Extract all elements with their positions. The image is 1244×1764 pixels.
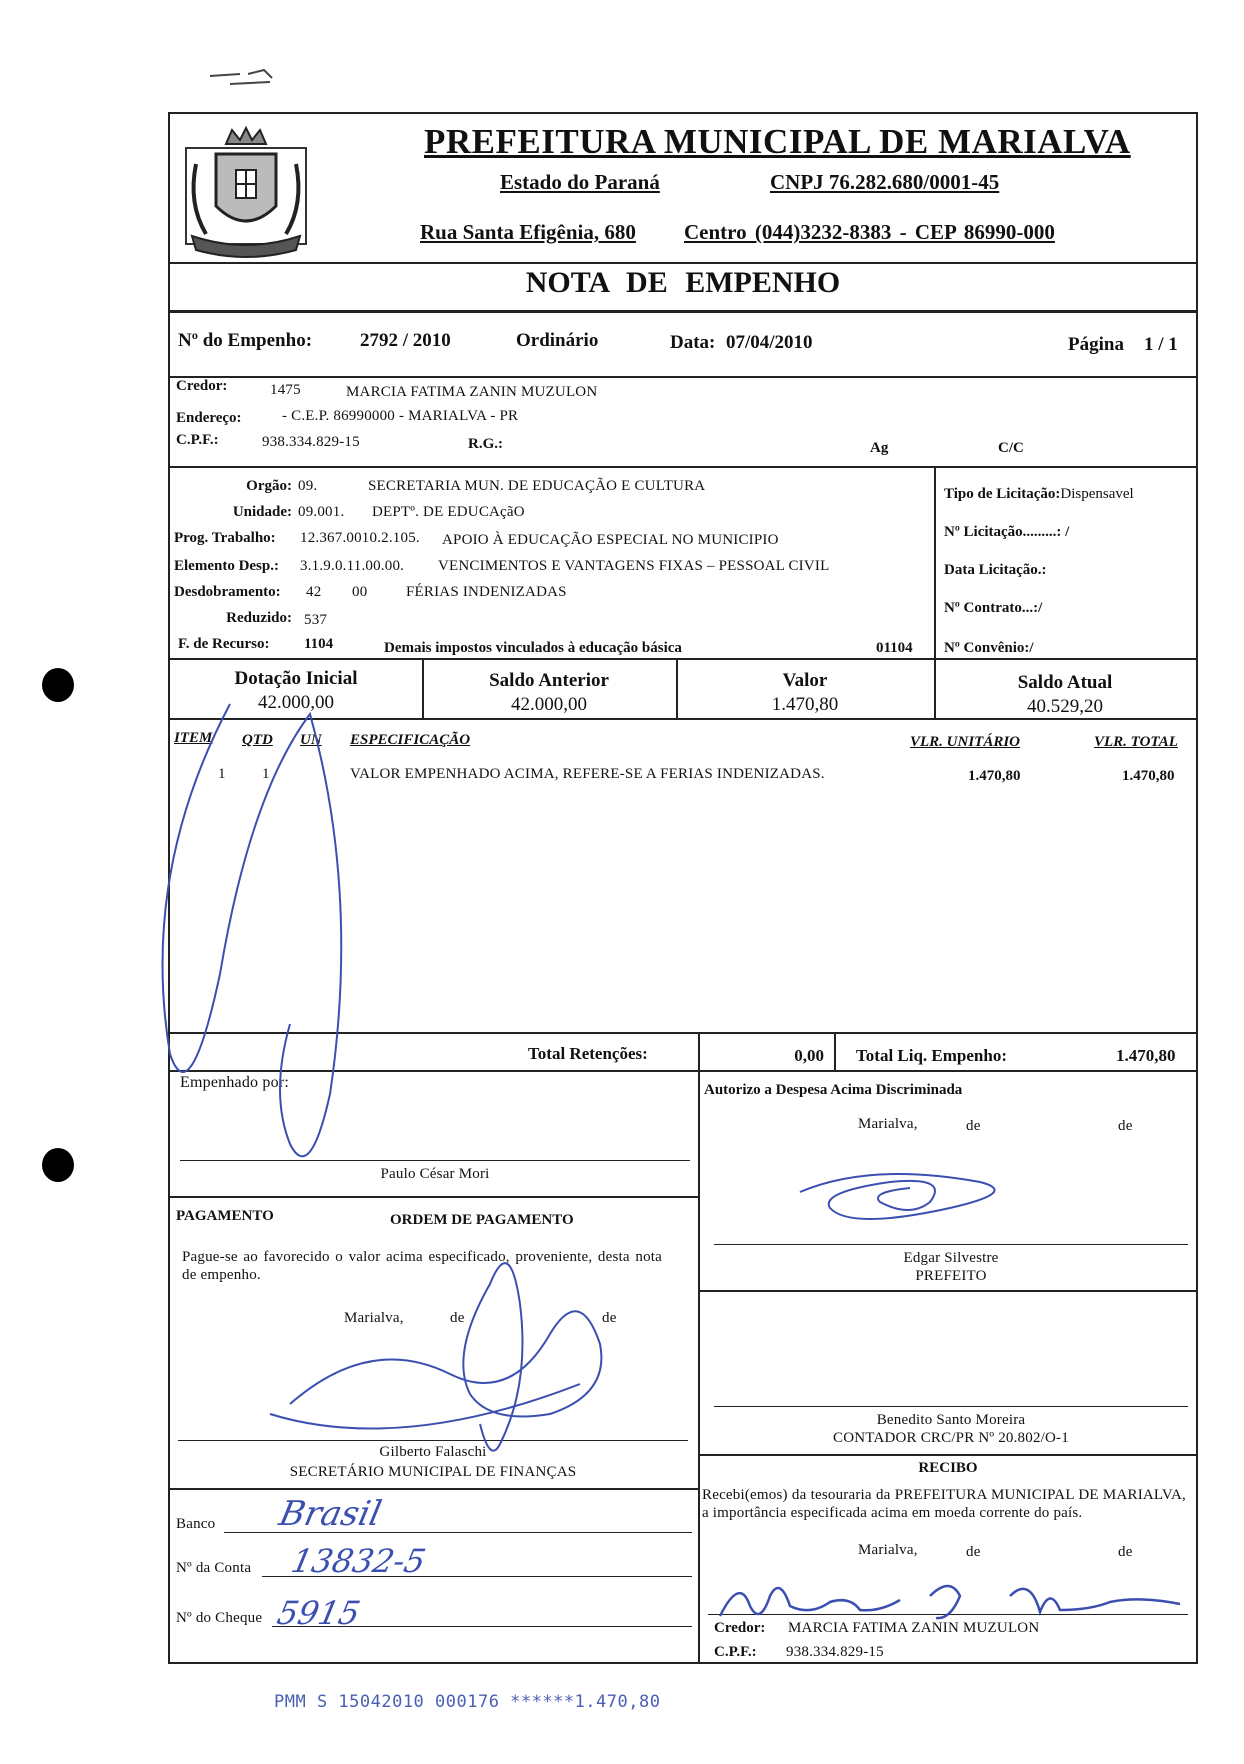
orgao-label: Orgão: [246, 478, 292, 494]
licitacao-tipo-text: Tipo de Licitação: [944, 486, 1061, 502]
contador-role: CONTADOR CRC/PR Nº 20.802/O-1 [833, 1430, 1069, 1446]
endereco-value: - C.E.P. 86990000 - MARIALVA - PR [282, 408, 519, 424]
item-vlr-total: 1.470,80 [1122, 768, 1175, 784]
valor-value: 1.470,80 [771, 694, 839, 715]
total-retencoes-label: Total Retenções: [528, 1044, 648, 1063]
pagamento-text: Pague-se ao favorecido o valor acima especificado, proveniente, desta nota de empenho. [182, 1249, 662, 1283]
pagamento-de1: de [450, 1310, 465, 1326]
total-retencoes-value: 0,00 [794, 1046, 824, 1065]
nota-de-empenho-form [168, 112, 1198, 1664]
empenhado-signature [160, 674, 400, 1234]
orgao-name: SECRETARIA MUN. DE EDUCAÇÃO E CULTURA [368, 478, 706, 494]
prefeito-role: PREFEITO [915, 1268, 987, 1284]
recurso-code: 01104 [876, 640, 913, 656]
banco-label: Banco [176, 1516, 216, 1532]
header-street: Rua Santa Efigênia, 680 [420, 220, 636, 244]
prog-label: Prog. Trabalho: [174, 530, 276, 546]
payment-stamp: PMM S 15042010 000176 ******1.470,80 [274, 1692, 661, 1712]
dotacao-value: 42.000,00 [258, 692, 334, 713]
header-address: Centro (044)3232-8383 - CEP 86990-000 [684, 220, 1055, 244]
scan-mark [200, 48, 320, 88]
page-number: 1 / 1 [1144, 334, 1178, 355]
unidade-name: DEPTº. DE EDUCAçãO [372, 504, 525, 520]
recibo-credor-label: Credor: [714, 1620, 766, 1636]
elemento-name: VENCIMENTOS E VANTAGENS FIXAS – PESSOAL CIVIL [438, 558, 830, 574]
coat-of-arms-logo [176, 124, 316, 264]
rg-label: R.G.: [468, 436, 503, 452]
empenho-date: 07/04/2010 [726, 332, 813, 353]
financas-role: SECRETÁRIO MUNICIPAL DE FINANÇAS [289, 1464, 577, 1480]
saldo-anterior-value: 42.000,00 [511, 694, 587, 715]
col-header-espec: ESPECIFICAÇÃO [350, 732, 471, 748]
empenho-type: Ordinário [516, 330, 599, 351]
header-title: PREFEITURA MUNICIPAL DE MARIALVA [424, 122, 1131, 161]
credor-label: Credor: [176, 378, 228, 394]
saldo-atual-label: Saldo Atual [1017, 672, 1113, 693]
saldo-anterior-label: Saldo Anterior [489, 670, 609, 691]
recibo-de2: de [1118, 1544, 1133, 1560]
header-state: Estado do Paraná [500, 170, 660, 194]
pagamento-de2: de [602, 1310, 617, 1326]
empenhado-label: Empenhado por: [180, 1074, 289, 1091]
punch-hole [42, 668, 74, 702]
valor-label: Valor [782, 670, 828, 691]
ordem-pagamento-label: ORDEM DE PAGAMENTO [390, 1212, 574, 1228]
elemento-code: 3.1.9.0.11.00.00. [300, 558, 405, 574]
credor-code: 1475 [270, 382, 301, 398]
cpf-label: C.P.F.: [176, 432, 219, 448]
elemento-label: Elemento Desp.: [174, 558, 279, 574]
desdobramento-code2: 00 [352, 584, 368, 600]
licitacao-data: Data Licitação.: [944, 562, 1047, 578]
cpf-value: 938.334.829-15 [262, 434, 360, 450]
empenhado-signer: Paulo César Mori [380, 1166, 490, 1182]
col-header-vlr-total: VLR. TOTAL [1094, 734, 1178, 750]
autorizo-de1: de [966, 1118, 981, 1134]
total-liq-value: 1.470,80 [1116, 1046, 1176, 1065]
prefeito-signature [790, 1152, 1020, 1232]
prog-code: 12.367.0010.2.105. [300, 530, 420, 546]
page-label: Página [1068, 334, 1124, 355]
recibo-label: RECIBO [918, 1460, 978, 1476]
recibo-cpf-value: 938.334.829-15 [786, 1644, 884, 1660]
reduzido-value: 537 [304, 612, 328, 628]
desdobramento-label: Desdobramento: [174, 584, 281, 600]
banco-value: Brasil [275, 1494, 385, 1534]
recibo-credor-value: MARCIA FATIMA ZANIN MUZULON [788, 1620, 1040, 1636]
conta-label: Nº da Conta [176, 1560, 252, 1576]
desdobramento-code: 42 [306, 584, 322, 600]
cc-label: C/C [998, 440, 1024, 456]
total-liq-label: Total Liq. Empenho: [856, 1046, 1007, 1065]
unidade-code: 09.001. [298, 504, 345, 520]
recibo-de1: de [966, 1544, 981, 1560]
autorizo-label: Autorizo a Despesa Acima Discriminada [704, 1082, 963, 1098]
recibo-city: Marialva, [858, 1542, 918, 1558]
orgao-code: 09. [298, 478, 318, 494]
col-header-item: ITEM [174, 730, 213, 746]
dotacao-label: Dotação Inicial [234, 668, 358, 689]
item-number: 1 [218, 766, 226, 782]
col-header-vlr-unit: VLR. UNITÁRIO [910, 734, 1021, 750]
empenho-number: 2792 / 2010 [360, 330, 451, 351]
contrato-numero: Nº Contrato...:/ [944, 600, 1043, 616]
licitacao-numero: Nº Licitação.........: / [944, 524, 1070, 540]
cheque-value: 5915 [273, 1594, 364, 1632]
saldo-atual-value: 40.529,20 [1027, 696, 1103, 717]
item-espec: VALOR EMPENHADO ACIMA, REFERE-SE A FERIAS INDENIZADAS. [350, 766, 825, 782]
licitacao-tipo-label [944, 486, 1134, 503]
prefeito-name: Edgar Silvestre [903, 1250, 999, 1266]
recibo-cpf-label: C.P.F.: [714, 1644, 757, 1660]
pagamento-label: PAGAMENTO [176, 1208, 274, 1224]
unidade-label: Unidade: [232, 504, 292, 520]
cheque-label: Nº do Cheque [176, 1610, 263, 1626]
empenho-date-label: Data: [670, 332, 716, 353]
recurso-desc: Demais impostos vinculados à educação básica [384, 640, 682, 656]
desdobramento-name: FÉRIAS INDENIZADAS [406, 584, 567, 600]
col-header-un: UN [300, 732, 322, 748]
autorizo-de2: de [1118, 1118, 1133, 1134]
ag-label: Ag [870, 440, 889, 456]
prog-name: APOIO À EDUCAÇÃO ESPECIAL NO MUNICIPIO [442, 532, 779, 548]
conta-value: 13832-5 [287, 1542, 430, 1580]
document-title: NOTA DE EMPENHO [525, 266, 841, 299]
header-cnpj: CNPJ 76.282.680/0001-45 [770, 170, 1000, 194]
recibo-text: Recebi(emos) da tesouraria da PREFEITURA MUNICIPAL DE MARIALVA, a importância especificada acima em moeda corrente do país. [702, 1487, 1186, 1521]
col-header-qtd: QTD [242, 732, 273, 748]
licitacao-tipo-value: Dispensavel [1060, 486, 1134, 502]
contador-name: Benedito Santo Moreira [876, 1412, 1026, 1428]
financas-signer: Gilberto Falaschi [379, 1444, 487, 1460]
item-qtd: 1 [262, 766, 270, 782]
endereco-label: Endereço: [176, 410, 242, 426]
punch-hole [42, 1148, 74, 1182]
reduzido-label: Reduzido: [226, 610, 292, 626]
item-vlr-unit: 1.470,80 [968, 768, 1021, 784]
recurso-value: 1104 [304, 636, 334, 652]
convenio-numero: Nº Convênio:/ [944, 640, 1034, 656]
pagamento-city: Marialva, [344, 1310, 404, 1326]
recurso-label: F. de Recurso: [178, 636, 270, 652]
empenho-number-label: Nº do Empenho: [178, 330, 313, 351]
credor-name: MARCIA FATIMA ZANIN MUZULON [346, 384, 598, 400]
autorizo-city: Marialva, [858, 1116, 918, 1132]
